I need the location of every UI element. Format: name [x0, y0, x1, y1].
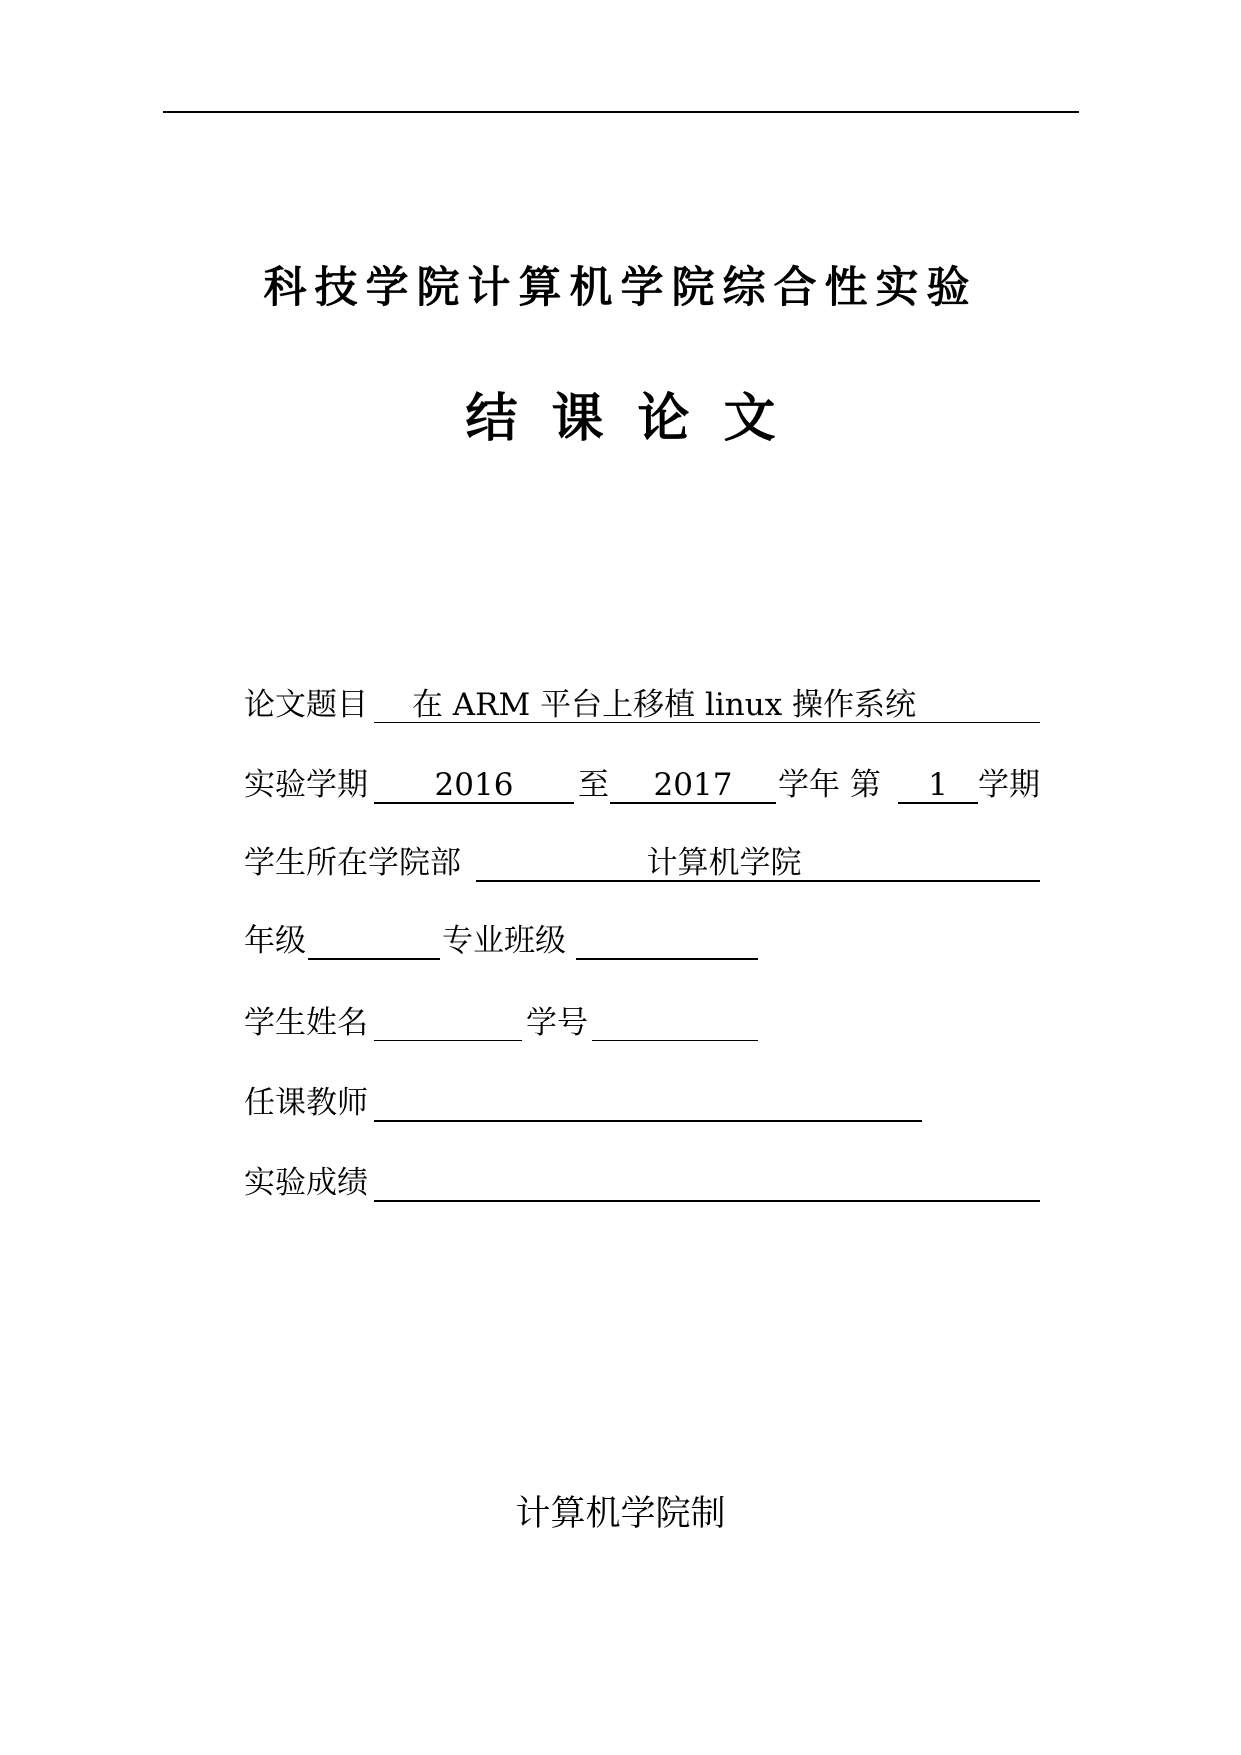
semester-value: 1	[928, 767, 948, 803]
issuer-footer: 计算机学院制	[515, 1494, 726, 1534]
student-id-field[interactable]	[592, 1000, 758, 1041]
grade-row	[244, 918, 1044, 964]
student-name-field[interactable]	[374, 1000, 522, 1041]
student-id-label: 学号	[526, 1005, 588, 1041]
score-row	[244, 1160, 1044, 1206]
document-title: 科技学院计算机学院综合性实验	[263, 263, 978, 313]
year-start-value: 2016	[434, 767, 514, 803]
term-row	[244, 762, 1044, 808]
department-value: 计算机学院	[646, 845, 802, 881]
term-to-label: 至	[578, 767, 609, 803]
grade-field[interactable]	[308, 918, 440, 960]
teacher-row	[244, 1080, 1044, 1126]
semester-suffix-label: 学期	[978, 767, 1040, 803]
major-class-label: 专业班级	[442, 923, 566, 959]
topic-label: 论文题目	[244, 687, 368, 723]
student-name-label: 学生姓名	[244, 1005, 368, 1041]
grade-label: 年级	[244, 923, 306, 959]
school-year-label: 学年 第	[778, 767, 881, 803]
teacher-label: 任课教师	[244, 1085, 368, 1121]
score-label: 实验成绩	[244, 1165, 368, 1201]
header-rule	[163, 111, 1079, 113]
department-row	[244, 840, 1044, 886]
major-class-field[interactable]	[576, 918, 758, 960]
department-label: 学生所在学院部	[244, 845, 461, 881]
term-label: 实验学期	[244, 767, 368, 803]
year-end-value: 2017	[653, 767, 733, 803]
score-field[interactable]	[374, 1160, 1040, 1202]
document-subtitle: 结课论文	[465, 389, 810, 449]
student-row	[244, 1000, 1044, 1046]
topic-value: 在 ARM 平台上移植 linux 操作系统	[411, 687, 917, 723]
teacher-field[interactable]	[374, 1080, 922, 1122]
topic-row	[244, 682, 1044, 728]
